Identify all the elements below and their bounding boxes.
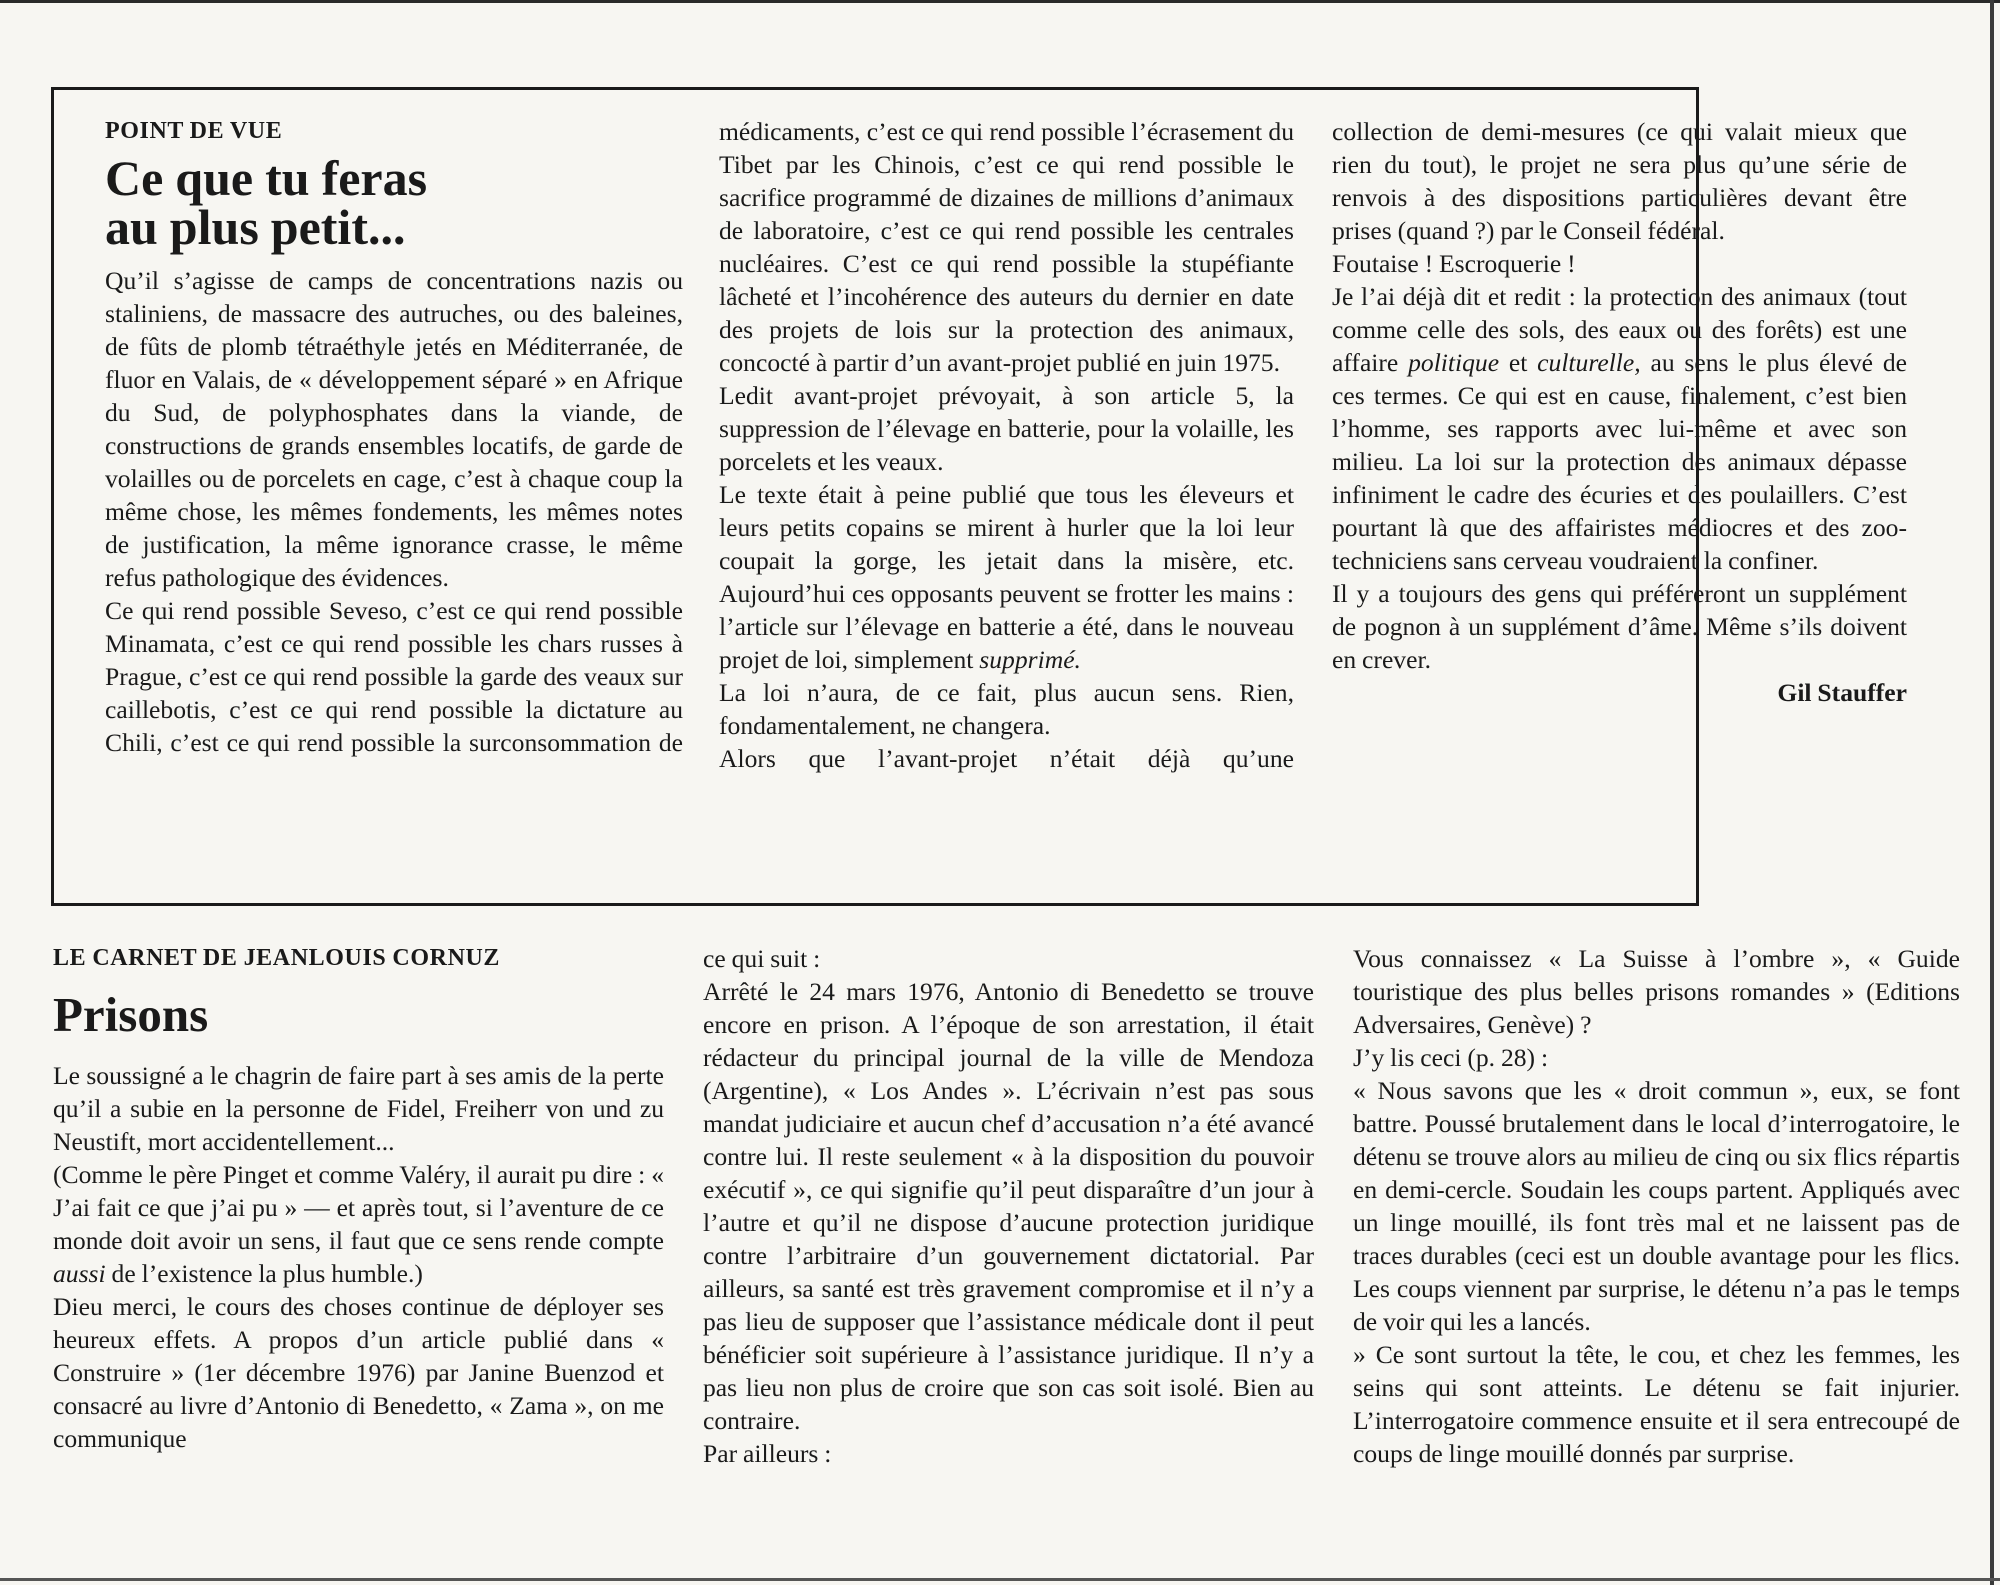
paragraph: Qu’il s’agisse de camps de concentrations nazis ou staliniens, de massacre des autruches, ou des baleines, de fûts de plomb tétraéthyle jetés en Méditerranée, de fluor en Valais, de « développement séparé » en Afrique du Sud, de polyphosphates dans la viande, de constructions de grands ensembles locatifs, de garde de volailles ou de porcelets en cage, c’est à chaque coup la même chose, les mêmes fondements, les mêmes notes de justification, la même ignorance crasse, le même refus pathologique des évidences. <box>105 266 683 592</box>
article-title: Prisons <box>53 987 209 1042</box>
point-de-vue-column-3 <box>1332 115 1907 709</box>
author-signature: Gil Stauffer <box>1777 678 1907 707</box>
title-line-1: Ce que tu feras <box>105 150 428 206</box>
point-de-vue-column-1 <box>105 115 683 759</box>
paragraph: Ledit avant-projet prévoyait, à son article 5, la suppression de l’élevage en batterie, pour la volaille, les porcelets et les veaux. <box>719 381 1294 476</box>
paragraph-text: au sens le plus élevé de ces termes. Ce qui est en cause, finalement, c’est bien l’homme, ses rapports avec lui-même et avec son milieu. La loi sur la protection des animaux dépasse infiniment le cadre des écuries et des poulaillers. C’est pourtant là que des affairistes médiocres et des zoo-techniciens sans cerveau voudraient la confiner. <box>1332 348 1907 575</box>
page-top-rule <box>0 0 2000 3</box>
section-kicker: POINT DE VUE <box>105 118 283 144</box>
paragraph <box>719 478 1294 676</box>
carnet-column-3 <box>1353 942 1960 1470</box>
paragraph <box>53 1158 664 1290</box>
page-bottom-rule <box>0 1578 2000 1581</box>
paragraph: Il y a toujours des gens qui préféreront un supplément de pognon à un supplément d’âme. Même s’ils doivent en crever. <box>1332 579 1907 674</box>
emphasis: supprimé. <box>979 645 1081 674</box>
emphasis: aussi <box>53 1259 106 1288</box>
section-kicker: LE CARNET DE JEANLOUIS CORNUZ <box>53 945 501 971</box>
paragraph: Ce qui rend possible Seveso, c’est ce qui rend possible Minamata, c’est ce qui rend possible les chars russes à Prague, c’est ce qui rend possible la garde des veaux sur caillebotis, c’est ce qui rend possible la dictature au Chili, c’est ce qui rend possible la surconsommation de <box>105 596 683 757</box>
paragraph: Vous connaissez « La Suisse à l’ombre », « Guide touristique des plus belles prisons romandes » (Editions Adversaires, Genève) ? <box>1353 944 1960 1039</box>
paragraph: Dieu merci, le cours des choses continue de déployer ses heureux effets. A propos d’un article publié dans « Construire » (1er décembre 1976) par Janine Buenzod et consacré au livre d’Antonio di Benedetto, « Zama », on me communique <box>53 1292 664 1453</box>
paragraph: » Ce sont surtout la tête, le cou, et chez les femmes, les seins qui sont atteints. Le détenu se fait injurier. L’interrogatoire commence ensuite et il sera entrecoupé de coups de linge mouillé donnés par surprise. <box>1353 1340 1960 1468</box>
paragraph: Arrêté le 24 mars 1976, Antonio di Benedetto se trouve encore en prison. A l’époque de son arrestation, il était rédacteur du principal journal de la ville de Mendoza (Argentine), « Los Andes ». L’écrivain n’est pas sous mandat judiciaire et aucun chef d’accusation n’a été avancé contre lui. Il reste seulement « à la disposition du pouvoir exécutif », ce qui signifie qu’il peut disparaître d’un jour à l’autre et qu’il ne dispose d’aucune protection juridique contre l’arbitraire d’un gouvernement dictatorial. Par ailleurs, sa santé est très gravement compromise et il n’y a pas lieu de supposer que l’assistance médicale dont il peut bénéficier soit supérieure à l’assistance juridique. Il n’y a pas lieu non plus de croire que son cas soit isolé. Bien au contraire. <box>703 977 1314 1435</box>
paragraph-text: Je l’ai déjà dit et redit : la protection des animaux (tout comme celle des sols, des eaux ou des forêts) est une affaire <box>1332 282 1907 377</box>
paragraph-text: de l’existence la plus humble.) <box>105 1259 423 1288</box>
article-title <box>105 150 683 255</box>
paragraph: ce qui suit : <box>703 944 821 973</box>
paragraph <box>1332 280 1907 577</box>
paragraph-text: (Comme le père Pinget et comme Valéry, il aurait pu dire : « J’ai fait ce que j’ai pu » — et après tout, si l’aventure de ce monde doit avoir un sens, il faut que ce sens rende compte <box>53 1160 664 1255</box>
title-line-2: au plus petit... <box>105 199 406 255</box>
carnet-column-2 <box>703 942 1314 1470</box>
emphasis: politique <box>1408 348 1500 377</box>
paragraph: La loi n’aura, de ce fait, plus aucun sens. Rien, fondamentalement, ne changera. <box>719 678 1294 740</box>
carnet-column-1 <box>53 942 664 1455</box>
paragraph: collection de demi-mesures (ce qui valait mieux que rien du tout), le projet ne sera plus qu’une série de renvois à des dispositions particulières devant être prises (quand ?) par le Conseil fédéral. <box>1332 117 1907 245</box>
paragraph: Foutaise ! Escroquerie ! <box>1332 249 1576 278</box>
point-de-vue-column-2 <box>719 115 1294 775</box>
emphasis: culturelle, <box>1537 348 1641 377</box>
page-right-edge <box>1990 0 1994 1585</box>
paragraph: Par ailleurs : <box>703 1439 832 1468</box>
paragraph: Le soussigné a le chagrin de faire part à ses amis de la perte qu’il a subie en la personne de Fidel, Freiherr von und zu Neustift, mort accidentellement... <box>53 1061 664 1156</box>
paragraph: médicaments, c’est ce qui rend possible l’écrasement du Tibet par les Chinois, c’est ce qui rend possible le sacrifice programmé de dizaines de millions d’animaux de laboratoire, c’est ce qui rend possible les centrales nucléaires. C’est ce qui rend possible la stupéfiante lâcheté et l’incohérence des auteurs du dernier en date des projets de lois sur la protection des animaux, concocté à partir d’un avant-projet publié en juin 1975. <box>719 117 1294 377</box>
paragraph-text: Le texte était à peine publié que tous les éleveurs et leurs petits copains se mirent à hurler que la loi leur coupait la gorge, les jetait dans la misère, etc. Aujourd’hui ces opposants peuvent se frotter les mains : l’article sur l’élevage en batterie a été, dans le nouveau projet de loi, simplement <box>719 480 1294 674</box>
paragraph: « Nous savons que les « droit commun », eux, se font battre. Poussé brutalement dans le local d’interrogatoire, le détenu se trouve alors au milieu de cinq ou six flics répartis en demi-cercle. Soudain les coups partent. Appliqués avec un linge mouillé, ils font très mal et ne laissent pas de traces durables (ceci est un double avantage pour les flics. Les coups viennent par surprise, le détenu n’a pas le temps de voir qui les a lancés. <box>1353 1076 1960 1336</box>
paragraph: Alors que l’avant-projet n’était déjà qu’une <box>719 744 1294 773</box>
paragraph: J’y lis ceci (p. 28) : <box>1353 1043 1549 1072</box>
paragraph-text: et <box>1499 348 1538 377</box>
